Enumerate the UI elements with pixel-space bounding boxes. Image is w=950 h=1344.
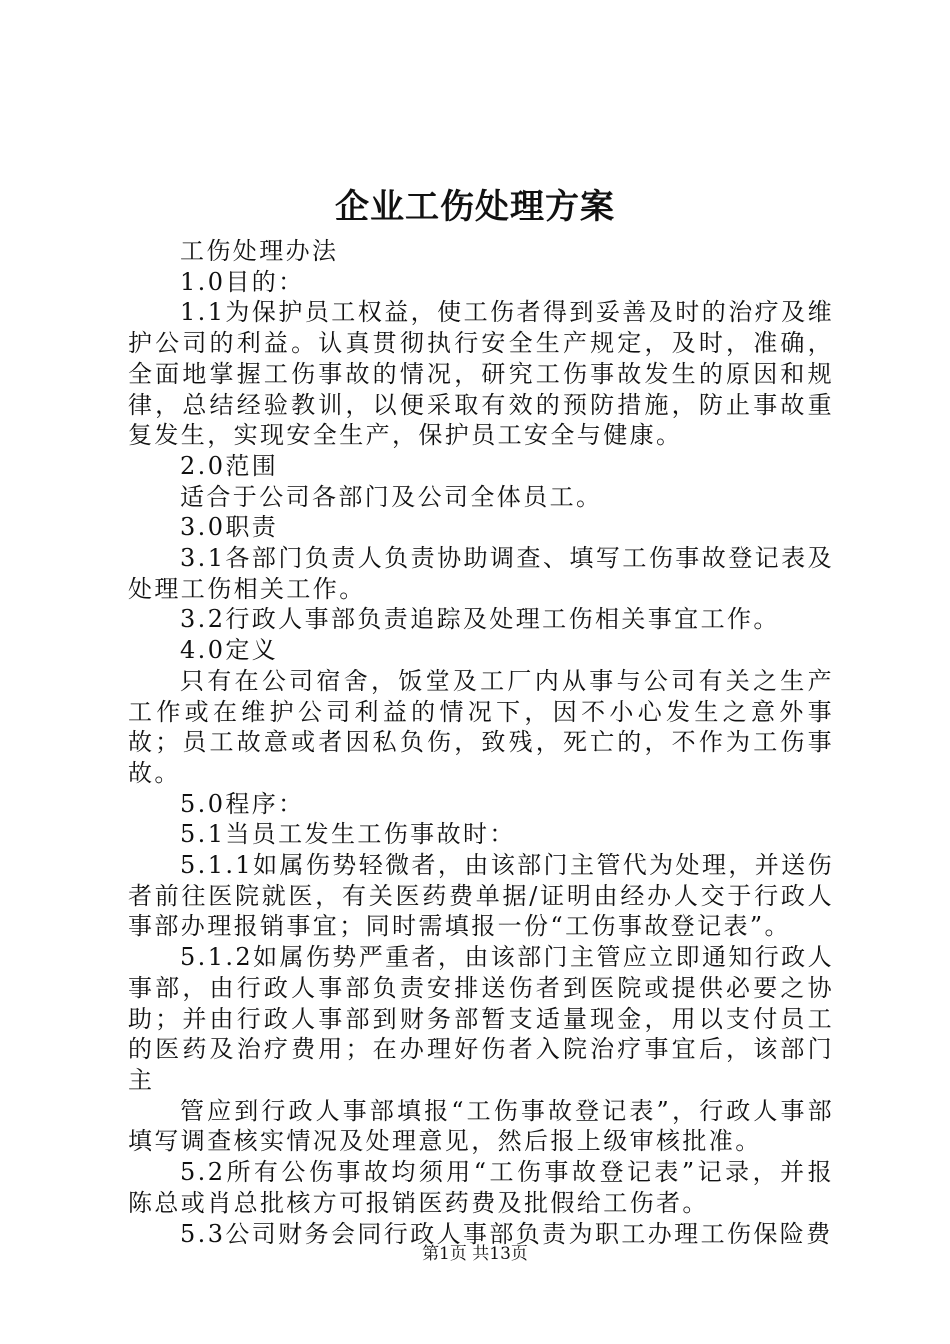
paragraph: 5.2所有公伤事故均须用“工伤事故登记表”记录，并报陈总或肖总批核方可报销医药费及批假给工伤者。 — [128, 1158, 834, 1217]
paragraph: 3.1各部门负责人负责协助调查、填写工伤事故登记表及处理工伤相关工作。 — [128, 544, 834, 603]
paragraph: 5.1当员工发生工伤事故时： — [180, 820, 516, 849]
paragraph: 5.3公司财务会同行政人事部负责为职工办理工伤保险费 — [180, 1219, 833, 1248]
document-title: 企业工伤处理方案 — [335, 187, 615, 227]
paragraph: 2.0范围 — [180, 451, 279, 480]
document-body — [128, 236, 834, 1249]
paragraph: 工伤处理办法 — [180, 237, 339, 265]
page-number-footer: 第1页 共13页 — [422, 1244, 528, 1264]
paragraph: 5.1.1如属伤势轻微者，由该部门主管代为处理，并送伤者前往医院就医，有关医药费单据/证明由经办人交于行政人事部办理报销事宜；同时需填报一份“工伤事故登记表”。 — [128, 851, 834, 941]
paragraph: 5.0程序： — [180, 789, 305, 818]
paragraph: 3.0职责 — [180, 513, 279, 542]
paragraph: 只有在公司宿舍，饭堂及工厂内从事与公司有关之生产工作或在维护公司利益的情况下，因不小心发生之意外事故；员工故意或者因私负伤，致残，死亡的，不作为工伤事故。 — [128, 666, 834, 787]
paragraph: 管应到行政人事部填报“工伤事故登记表”，行政人事部填写调查核实情况及处理意见，然后报上级审核批准。 — [128, 1096, 834, 1156]
paragraph: 适合于公司各部门及公司全体员工。 — [180, 482, 603, 511]
paragraph: 4.0定义 — [180, 636, 279, 665]
paragraph: 1.0目的： — [180, 267, 305, 296]
paragraph: 3.2行政人事部负责追踪及处理工伤相关事宜工作。 — [180, 605, 780, 634]
paragraph: 1.1为保护员工权益，使工伤者得到妥善及时的治疗及维护公司的利益。认真贯彻执行安全生产规定，及时，准确，全面地掌握工伤事故的情况，研究工伤事故发生的原因和规律，总结经验教训，以便采取有效的预防措施，防止事故重复发生，实现安全生产，保护员工安全与健康。 — [128, 298, 834, 450]
paragraph: 5.1.2如属伤势严重者，由该部门主管应立即通知行政人事部，由行政人事部负责安排送伤者到医院或提供必要之协助；并由行政人事部到财务部暂支适量现金，用以支付员工的医药及治疗费用；在办理好伤者入院治疗事宜后，该部门主 — [128, 943, 834, 1094]
